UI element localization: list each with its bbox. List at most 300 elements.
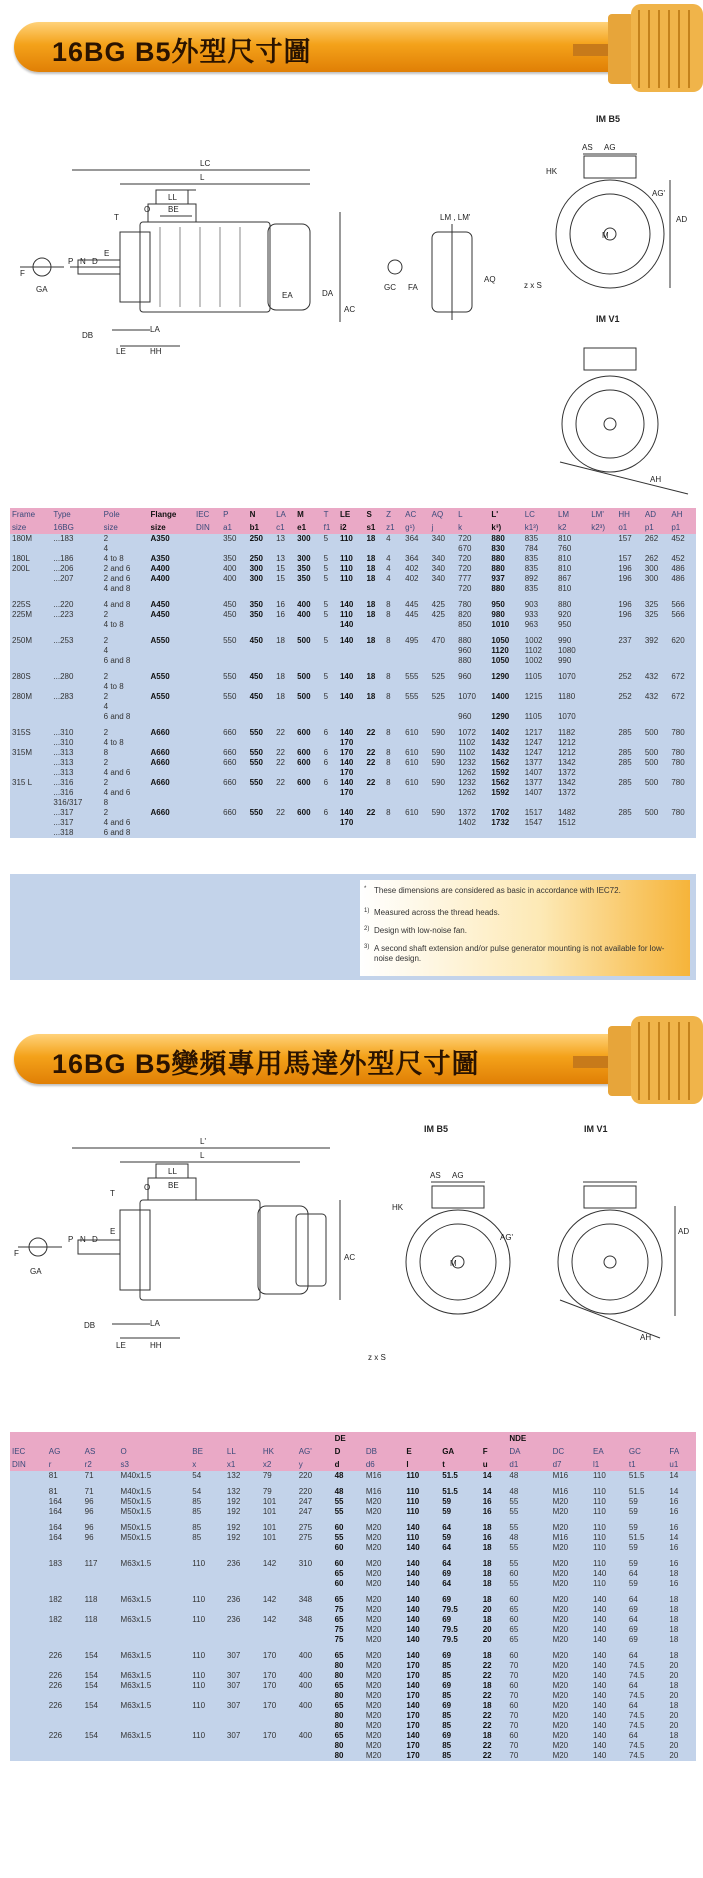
table-cell: k³) xyxy=(489,521,522,534)
table-cell: 20 xyxy=(482,1605,492,1614)
table-cell xyxy=(403,682,430,692)
table-cell: 340 xyxy=(431,534,446,543)
table-cell xyxy=(261,1579,297,1589)
table-cell: 22 xyxy=(482,1721,492,1730)
table-cell: 392 xyxy=(644,636,659,645)
table-cell: 64 xyxy=(442,1559,452,1568)
table-cell: 69 xyxy=(442,1569,452,1578)
table-cell: 140 xyxy=(593,1741,607,1750)
table-cell: 48 xyxy=(509,1533,519,1542)
table-cell: 903 xyxy=(524,600,539,609)
table-cell xyxy=(589,808,616,818)
table-cell xyxy=(190,1751,225,1761)
table-cell xyxy=(338,828,365,838)
table-cell: IEC xyxy=(194,508,221,521)
table-cell xyxy=(149,738,194,748)
table-cell: M20 xyxy=(552,1651,569,1660)
table-cell: 69 xyxy=(442,1595,452,1604)
table-cell xyxy=(364,682,384,692)
table-cell xyxy=(643,702,670,712)
table-cell: 18 xyxy=(366,636,376,645)
table-cell: 70 xyxy=(509,1661,519,1670)
table-cell: 81 xyxy=(48,1471,58,1480)
table-cell: 880 xyxy=(491,584,505,593)
table-cell xyxy=(10,702,51,712)
table-cell xyxy=(322,682,338,692)
table-cell: 75 xyxy=(334,1605,344,1614)
table-cell xyxy=(225,1579,261,1589)
table-cell: M63x1.5 xyxy=(120,1615,152,1624)
table-cell: 247 xyxy=(298,1497,313,1506)
dim-hh: HH xyxy=(150,347,162,356)
table-cell: 590 xyxy=(431,778,446,787)
table-cell: 1432 xyxy=(491,748,510,757)
table-cell xyxy=(221,712,248,722)
table-cell: 610 xyxy=(405,758,419,767)
table-cell: 963 xyxy=(524,620,539,629)
table-cell xyxy=(248,712,275,722)
table-cell: 64 xyxy=(442,1579,452,1588)
table-cell xyxy=(589,544,616,554)
table-cell: ...207 xyxy=(53,574,74,583)
table-cell xyxy=(194,768,221,778)
table-cell: 60 xyxy=(509,1701,519,1710)
dim-ah: AH xyxy=(640,1333,652,1342)
table-cell xyxy=(248,682,275,692)
table-cell: 96 xyxy=(84,1533,94,1542)
table-cell xyxy=(190,1661,225,1671)
table-cell xyxy=(190,1711,225,1721)
table-cell: M16 xyxy=(365,1487,382,1496)
table-cell xyxy=(83,1661,119,1671)
table-cell: 14 xyxy=(482,1487,492,1496)
table-cell: 18 xyxy=(366,672,376,681)
table-cell: 101 xyxy=(262,1523,277,1532)
dim-ga: GA xyxy=(36,285,48,294)
table-cell: 315M xyxy=(12,748,33,757)
table-cell xyxy=(190,1635,225,1645)
table-cell xyxy=(190,1721,225,1731)
table-cell xyxy=(149,702,194,712)
table-cell xyxy=(297,1635,333,1645)
table-cell: 16BG xyxy=(51,521,101,534)
table-cell: 550 xyxy=(249,728,263,737)
table-cell: 59 xyxy=(628,1579,638,1588)
table-cell xyxy=(430,620,457,630)
table-cell: k2 xyxy=(556,521,589,534)
table-cell: 307 xyxy=(226,1671,241,1680)
table-cell: 85 xyxy=(192,1507,202,1516)
table-cell xyxy=(261,1751,297,1761)
table-cell xyxy=(456,828,489,838)
dim-le: LE xyxy=(116,1341,126,1350)
table-cell: 140 xyxy=(593,1651,607,1660)
table-cell: 170 xyxy=(406,1691,420,1700)
table-cell: 22 xyxy=(482,1741,492,1750)
table-cell: M20 xyxy=(365,1741,382,1750)
table-cell: 18 xyxy=(482,1731,492,1740)
table-cell: 64 xyxy=(628,1701,638,1710)
table-cell: 81 xyxy=(48,1487,58,1496)
table-cell: 8 xyxy=(386,610,391,619)
table-row xyxy=(10,1605,696,1615)
table-cell: A660 xyxy=(150,728,170,737)
table-cell: M63x1.5 xyxy=(120,1701,152,1710)
table-cell xyxy=(295,828,322,838)
table-cell xyxy=(190,1543,225,1553)
table-cell: M40x1.5 xyxy=(120,1487,152,1496)
table-cell: k1³) xyxy=(523,521,556,534)
table-cell: M20 xyxy=(365,1691,382,1700)
table-cell: s1 xyxy=(364,521,384,534)
table-cell xyxy=(274,620,295,630)
table-cell: 74.5 xyxy=(628,1671,645,1680)
table-cell: u1 xyxy=(667,1458,696,1471)
table-cell xyxy=(194,778,221,788)
table-cell xyxy=(47,1721,83,1731)
table-cell xyxy=(589,728,616,738)
table-cell: 1290 xyxy=(491,672,510,681)
table-cell: 55 xyxy=(509,1507,519,1516)
table-cell xyxy=(384,584,403,594)
table-cell: 170 xyxy=(262,1701,277,1710)
table-cell: 6 xyxy=(323,758,329,767)
table-cell: 610 xyxy=(405,728,419,737)
table-cell: 1212 xyxy=(557,748,576,757)
table-cell: EA xyxy=(591,1445,627,1458)
table-cell: 1517 xyxy=(524,808,543,817)
table-cell: 252 xyxy=(618,672,632,681)
table-cell xyxy=(297,1721,333,1731)
table-cell: 22 xyxy=(366,748,376,757)
table-cell: 80 xyxy=(334,1691,344,1700)
table-cell: 660 xyxy=(223,758,237,767)
table-cell: 18 xyxy=(482,1701,492,1710)
table-cell: 18 xyxy=(366,564,376,573)
table-cell: 5 xyxy=(323,610,329,619)
table-cell: 170 xyxy=(406,1751,420,1760)
table-cell xyxy=(10,768,51,778)
table-cell: 4 xyxy=(386,554,391,563)
table-cell xyxy=(430,828,457,838)
table-row xyxy=(10,1533,696,1543)
table-cell xyxy=(261,1721,297,1731)
table-cell: 59 xyxy=(628,1543,638,1552)
table-cell: 18 xyxy=(366,610,376,619)
table-cell: 140 xyxy=(593,1671,607,1680)
table-row xyxy=(10,1731,696,1741)
table-cell: 280M xyxy=(12,692,33,701)
table-cell xyxy=(322,828,338,838)
table-cell xyxy=(248,768,275,778)
table-cell: AG xyxy=(47,1445,83,1458)
table-cell: ...183 xyxy=(53,534,74,543)
table-cell: 14 xyxy=(482,1471,492,1480)
table-cell: 1105 xyxy=(524,672,542,681)
table-cell: 300 xyxy=(297,554,311,563)
table-cell: 720 xyxy=(458,564,472,573)
table-cell: 525 xyxy=(431,692,446,701)
table-cell: M16 xyxy=(552,1471,569,1480)
table-cell: 1102 xyxy=(524,646,542,655)
table-cell: A660 xyxy=(150,808,170,817)
table-cell xyxy=(221,768,248,778)
table-cell xyxy=(589,748,616,758)
table-cell xyxy=(384,646,403,656)
table-cell: 236 xyxy=(226,1615,241,1624)
table-cell: 85 xyxy=(192,1523,202,1532)
table-cell: 22 xyxy=(276,728,286,737)
table-cell: 364 xyxy=(405,534,419,543)
table-cell xyxy=(403,768,430,778)
table-cell: 18 xyxy=(669,1651,679,1660)
table-cell: 64 xyxy=(628,1681,638,1690)
table-cell xyxy=(643,788,670,798)
table-cell: 1215 xyxy=(524,692,543,701)
table-cell: 880 xyxy=(491,564,505,573)
table-cell xyxy=(589,534,616,544)
table-cell: 140 xyxy=(406,1605,420,1614)
table-cell: 79 xyxy=(262,1487,272,1496)
table-cell xyxy=(248,646,275,656)
table-cell xyxy=(47,1579,83,1589)
table-cell: N xyxy=(248,508,275,521)
table-cell: 4 to 8 xyxy=(103,620,124,629)
table-cell xyxy=(403,828,430,838)
table-cell: M20 xyxy=(552,1741,569,1750)
table-cell: M20 xyxy=(552,1559,569,1568)
table-cell xyxy=(83,1635,119,1645)
table-cell: 48 xyxy=(509,1471,519,1480)
table-cell: 140 xyxy=(593,1721,607,1730)
dim-hk: HK xyxy=(392,1203,404,1212)
table-cell: 550 xyxy=(249,758,263,767)
table-cell: 660 xyxy=(223,808,237,817)
table-cell xyxy=(403,646,430,656)
table-cell xyxy=(430,544,457,554)
dim-o: O xyxy=(144,205,151,214)
table-cell xyxy=(194,600,221,610)
table-cell xyxy=(616,828,643,838)
table-cell xyxy=(149,712,194,722)
table-cell: 110 xyxy=(339,534,353,543)
table-cell xyxy=(589,656,616,666)
table-cell: 400 xyxy=(297,600,311,609)
table-cell: 5 xyxy=(323,692,329,701)
table-cell: 65 xyxy=(334,1595,344,1604)
table-cell: 880 xyxy=(458,656,472,665)
dimension-drawing-1 xyxy=(0,92,703,502)
table-cell: 500 xyxy=(644,778,659,787)
table-cell xyxy=(589,828,616,838)
table-cell: size xyxy=(10,521,51,534)
table-cell: 140 xyxy=(339,808,354,817)
table-cell xyxy=(149,818,194,828)
table-cell: T xyxy=(322,508,338,521)
table-cell: 22 xyxy=(276,808,286,817)
table-cell: 182 xyxy=(48,1615,63,1624)
table-cell: 780 xyxy=(458,600,472,609)
table-cell: 64 xyxy=(442,1543,452,1552)
table-cell xyxy=(225,1741,261,1751)
table-cell: 140 xyxy=(406,1651,420,1660)
table-cell: 180L xyxy=(12,554,30,563)
table-row xyxy=(10,600,696,610)
table-cell xyxy=(149,544,194,554)
table-row xyxy=(10,1523,696,1533)
table-cell: 22 xyxy=(482,1711,492,1720)
table-cell: s3 xyxy=(119,1458,191,1471)
table-cell: 590 xyxy=(431,728,446,737)
table-cell xyxy=(616,702,643,712)
table-row xyxy=(10,692,696,702)
table-cell: 22 xyxy=(482,1671,492,1680)
table-cell: M20 xyxy=(552,1595,569,1604)
table-cell: 64 xyxy=(442,1523,452,1532)
table-cell: o1 xyxy=(616,521,643,534)
table-cell xyxy=(10,1721,47,1731)
table-cell: 672 xyxy=(671,672,685,681)
table-cell: 4 and 6 xyxy=(103,768,131,777)
group-header-cell xyxy=(83,1432,119,1445)
table-cell: 65 xyxy=(334,1701,344,1710)
table-cell: 69 xyxy=(442,1651,452,1660)
table-cell xyxy=(589,768,616,778)
table-cell xyxy=(225,1569,261,1579)
table-cell: 117 xyxy=(84,1559,98,1568)
table-cell: 495 xyxy=(405,636,419,645)
table-cell: 2 xyxy=(103,610,109,619)
dim-e: E xyxy=(104,249,110,258)
table-cell: 1010 xyxy=(491,620,510,629)
dimension-table-1 xyxy=(10,508,696,838)
table-cell: 470 xyxy=(431,636,446,645)
table-cell xyxy=(523,828,556,838)
table-cell: t1 xyxy=(627,1458,667,1471)
table-cell: 6 and 8 xyxy=(103,712,131,721)
table-cell xyxy=(430,682,457,692)
table-cell: M20 xyxy=(365,1681,382,1690)
table-cell: 170 xyxy=(406,1711,420,1720)
table-cell xyxy=(669,646,696,656)
table-cell: 157 xyxy=(618,534,632,543)
table-cell: 55 xyxy=(509,1559,519,1568)
table-cell: 22 xyxy=(276,758,286,767)
table-cell xyxy=(616,712,643,722)
dim-fa: FA xyxy=(408,283,418,292)
table-cell xyxy=(261,1661,297,1671)
table-cell: 1070 xyxy=(458,692,476,701)
table-cell: O xyxy=(119,1445,191,1458)
table-cell: 22 xyxy=(482,1691,492,1700)
table-cell xyxy=(119,1711,191,1721)
table-cell: x xyxy=(190,1458,225,1471)
banner-1 xyxy=(0,0,703,92)
table-cell xyxy=(616,798,643,808)
table-cell: 300 xyxy=(249,564,263,573)
table-cell xyxy=(589,620,616,630)
table-cell: 5 xyxy=(323,600,329,609)
table-cell: 74.5 xyxy=(628,1741,645,1750)
table-cell xyxy=(225,1661,261,1671)
table-cell: 140 xyxy=(339,778,354,787)
table-cell: 285 xyxy=(618,748,632,757)
table-cell: M20 xyxy=(365,1711,382,1720)
table-cell xyxy=(430,584,457,594)
group-header-cell xyxy=(190,1432,225,1445)
table-cell xyxy=(119,1751,191,1761)
table-cell: 154 xyxy=(84,1731,99,1740)
table-cell: 64 xyxy=(628,1615,638,1624)
table-cell: 6 xyxy=(323,808,329,817)
table-cell: 110 xyxy=(192,1615,206,1624)
table-row xyxy=(10,1721,696,1731)
table-cell xyxy=(248,584,275,594)
table-cell xyxy=(322,584,338,594)
table-cell: 170 xyxy=(406,1661,420,1670)
dim-f: F xyxy=(20,269,25,278)
table-cell: 950 xyxy=(557,620,572,629)
table-cell: 60 xyxy=(334,1559,344,1568)
table-cell: 315 L xyxy=(12,778,33,787)
table-cell: d1 xyxy=(507,1458,550,1471)
table-cell: 200L xyxy=(12,564,30,573)
table-cell xyxy=(338,646,365,656)
table-cell xyxy=(10,620,51,630)
table-cell: 226 xyxy=(48,1681,63,1690)
table-cell xyxy=(364,738,384,748)
table-cell: 18 xyxy=(366,574,376,583)
table-cell: 96 xyxy=(84,1507,94,1516)
table-cell xyxy=(589,682,616,692)
group-header-cell xyxy=(481,1432,508,1445)
table-cell: 225S xyxy=(12,600,31,609)
table-cell xyxy=(589,554,616,564)
table-cell: 810 xyxy=(557,584,572,593)
table-cell: M63x1.5 xyxy=(120,1671,152,1680)
table-cell: 55 xyxy=(509,1579,519,1588)
table-cell: y xyxy=(297,1458,333,1471)
table-cell: 16 xyxy=(482,1497,492,1506)
table-cell xyxy=(10,1497,47,1507)
table-cell: Frame xyxy=(10,508,51,521)
table-cell: 110 xyxy=(593,1507,606,1516)
table-cell xyxy=(225,1605,261,1615)
table-cell xyxy=(616,656,643,666)
table-cell: 220 xyxy=(298,1487,313,1496)
table-cell: 445 xyxy=(405,610,419,619)
table-cell xyxy=(10,1731,47,1741)
table-cell: 196 xyxy=(618,574,632,583)
table-cell: 4 to 8 xyxy=(103,682,124,691)
table-cell: M50x1.5 xyxy=(120,1507,152,1516)
table-cell xyxy=(295,798,322,808)
table-cell xyxy=(83,1579,119,1589)
table-cell xyxy=(403,584,430,594)
table-cell: P xyxy=(221,508,248,521)
table-cell: 810 xyxy=(557,534,572,543)
table-cell: 720 xyxy=(458,584,472,593)
table-cell xyxy=(194,574,221,584)
table-cell: 60 xyxy=(334,1579,344,1588)
table-cell xyxy=(364,584,384,594)
table-cell xyxy=(322,818,338,828)
table-cell xyxy=(274,702,295,712)
table-cell: 20 xyxy=(669,1711,679,1720)
table-cell: 850 xyxy=(458,620,472,629)
table-cell: D xyxy=(333,1445,364,1458)
table-cell: 132 xyxy=(226,1487,241,1496)
